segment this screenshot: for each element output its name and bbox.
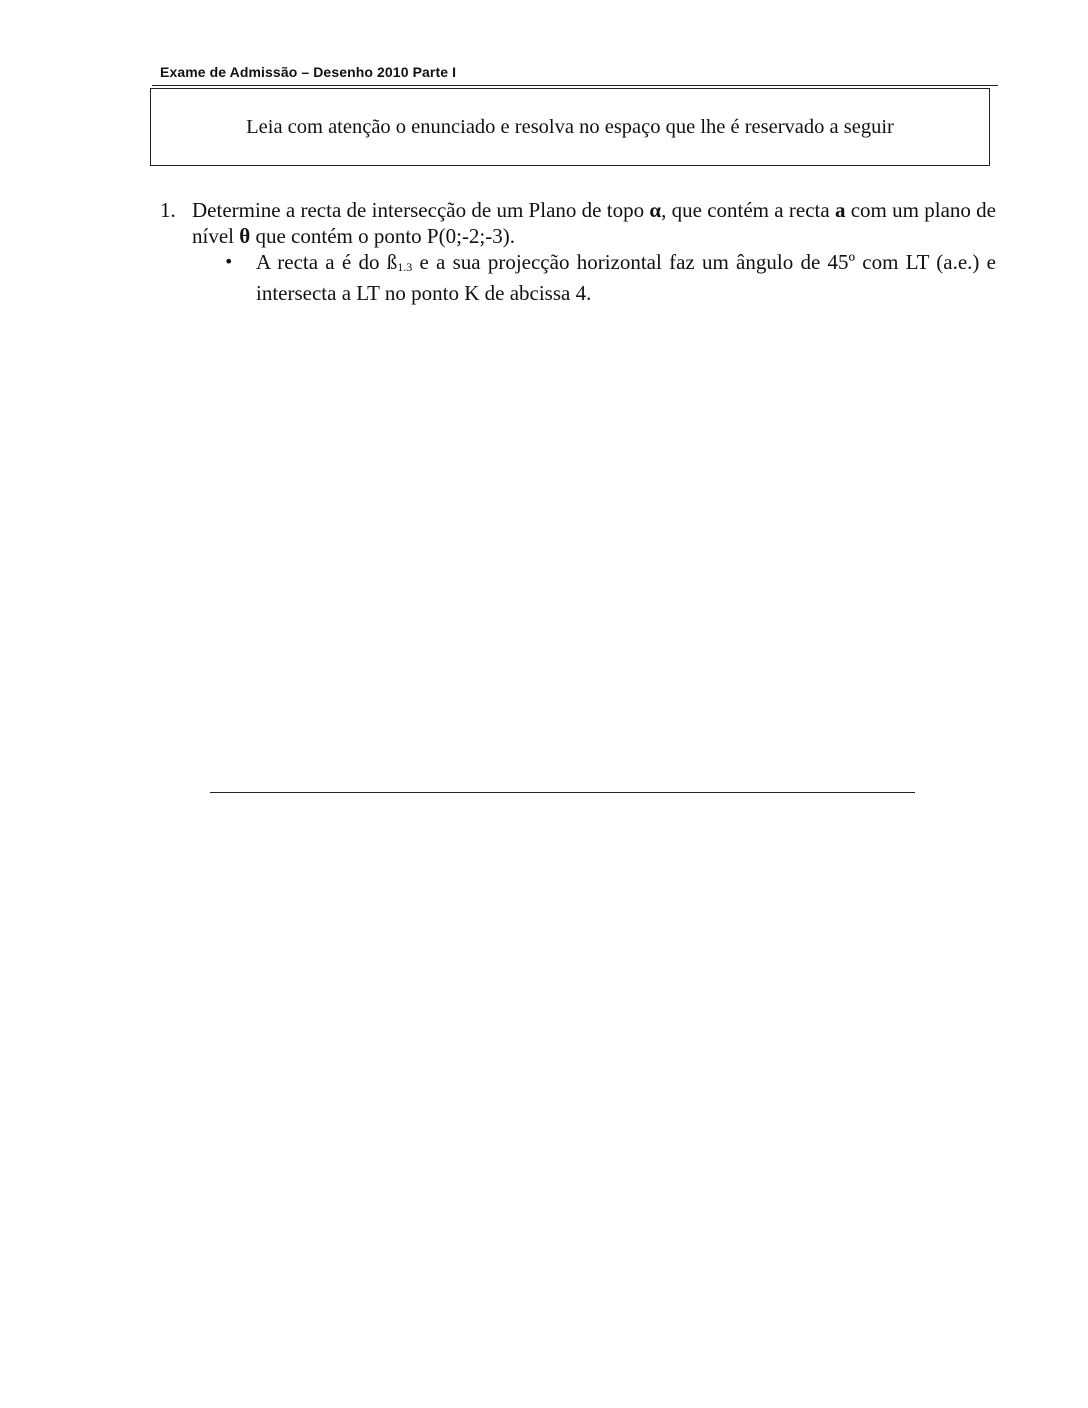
question-number: 1. bbox=[160, 198, 176, 222]
bullet-text-part: A recta a é do ß bbox=[256, 250, 398, 274]
question-text-part: Determine a recta de intersecção de um Plano de topo bbox=[192, 198, 650, 222]
question-bullet bbox=[224, 249, 996, 306]
question-text-part: com um plano de nível bbox=[192, 198, 997, 248]
beta-subscript: 1.3 bbox=[397, 260, 413, 274]
bullet-marker: • bbox=[224, 252, 234, 271]
question-1 bbox=[160, 197, 996, 306]
instruction-text: Leia com atenção o enunciado e resolva no espaço que lhe é reservado a seguir bbox=[246, 115, 894, 138]
question-statement bbox=[160, 197, 996, 249]
line-a-label: a bbox=[834, 198, 846, 222]
document-header: Exame de Admissão – Desenho 2010 Parte I bbox=[160, 64, 457, 80]
question-text-part: , que contém a recta bbox=[661, 198, 835, 222]
theta-symbol: θ bbox=[239, 224, 251, 248]
bullet-text-part: e a sua projecção horizontal faz um ângulo de 45º com LT (a.e.) e intersecta a LT no ponto K de abcissa 4. bbox=[256, 250, 996, 305]
instruction-box bbox=[150, 88, 990, 166]
bullet-text bbox=[256, 249, 996, 306]
answer-divider-line bbox=[210, 792, 915, 793]
header-rule bbox=[152, 85, 998, 86]
question-text-part: que contém o ponto P(0;-2;-3). bbox=[250, 224, 516, 248]
alpha-symbol: α bbox=[649, 198, 662, 222]
question-text bbox=[192, 197, 996, 249]
